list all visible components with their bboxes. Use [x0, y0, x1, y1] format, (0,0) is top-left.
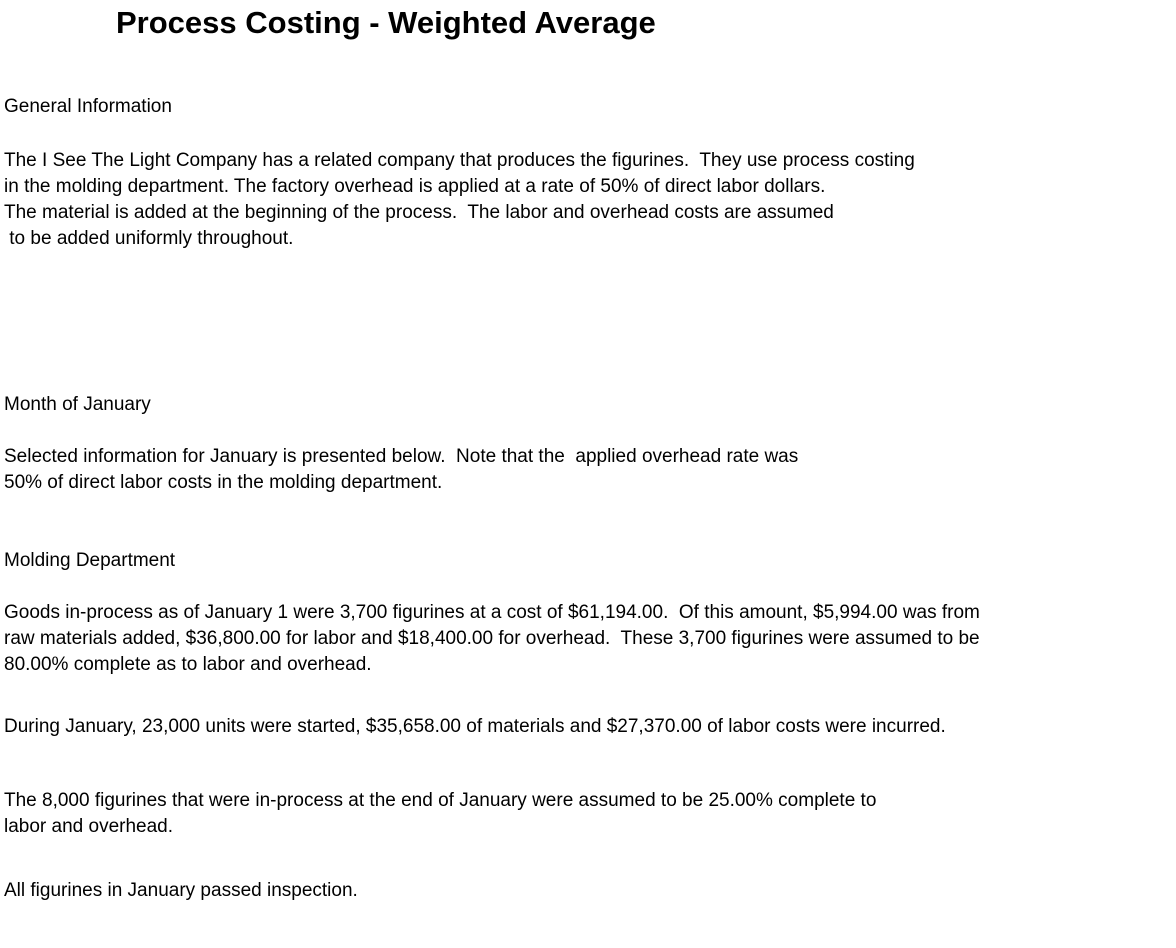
molding-paragraph-4: All figurines in January passed inspection. — [4, 880, 358, 901]
molding-paragraph-3-line-2: labor and overhead. — [4, 816, 174, 837]
molding-department-heading: Molding Department — [4, 550, 176, 571]
month-heading: Month of January — [4, 394, 151, 415]
general-text-line-2: in the molding department. The factory overhead is applied at a rate of 50% of direct labor dollars. — [4, 176, 826, 197]
general-text-line-4: to be added uniformly throughout. — [4, 228, 294, 249]
molding-paragraph-3-line-1: The 8,000 figurines that were in-process at the end of January were assumed to be 25.00% complete to — [4, 790, 877, 811]
general-text-line-3: The material is added at the beginning of the process. The labor and overhead costs are assumed — [4, 202, 834, 223]
molding-paragraph-2: During January, 23,000 units were started, $35,658.00 of materials and $27,370.00 of labor costs were incurred. — [4, 716, 946, 737]
molding-paragraph-1-line-3: 80.00% complete as to labor and overhead. — [4, 654, 372, 675]
page-title: Process Costing - Weighted Average — [116, 5, 656, 40]
molding-paragraph-1-line-2: raw materials added, $36,800.00 for labor and $18,400.00 for overhead. These 3,700 figurines were assumed to be — [4, 628, 980, 649]
month-text-line-1: Selected information for January is presented below. Note that the applied overhead rate was — [4, 446, 799, 467]
general-text-line-1: The I See The Light Company has a related company that produces the figurines. They use process costing — [4, 150, 915, 171]
month-text-line-2: 50% of direct labor costs in the molding department. — [4, 472, 443, 493]
general-information-heading: General Information — [4, 96, 172, 117]
molding-paragraph-1-line-1: Goods in-process as of January 1 were 3,700 figurines at a cost of $61,194.00. Of this amount, $5,994.00 was from — [4, 602, 980, 623]
